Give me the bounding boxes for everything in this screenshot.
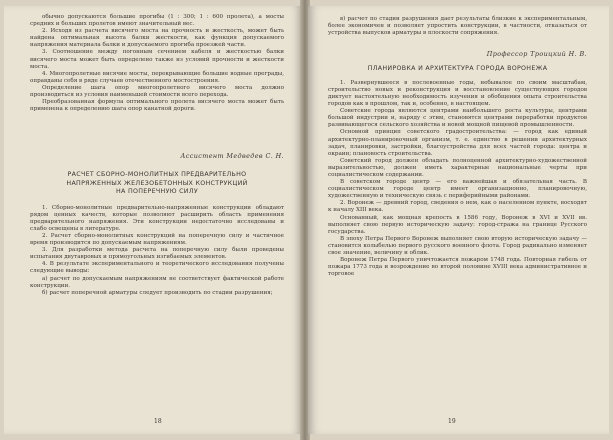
left-body-paragraph: 3. Для разработки метода расчета на поперечную силу были проведены испытания двутавровых и прямоугольных изгибаемых элементов. — [30, 247, 284, 261]
right-body-paragraph: В советском городе центр — его важнейшая и обязательная часть. В социалистическом городе центр имеет организационно, планировочную, художественную и техническую связь с периферийными районами. — [328, 179, 587, 200]
left-top-paragraph: обычно допускаются большие прогибы (1 : 300; 1 : 600 пролета), а мосты средних и больших пролетов имеют значительный вес. — [30, 14, 284, 28]
right-heading-line: ПЛАНИРОВКА И АРХИТЕКТУРА ГОРОДА ВОРОНЕЖА — [367, 65, 548, 73]
right-page-column — [328, 16, 587, 278]
right-body-paragraph: 2. Воронеж — древний город, сведения о нем, как о населенном пункте, восходят к началу XIII века. — [328, 200, 587, 214]
right-body-paragraph: В эпоху Петра Первого Воронеж выполняет свою вторую историческую задачу — становится колыбелью первого русского военного флота. Город радикально изменяет свое значение, величину и облик. — [328, 235, 587, 257]
left-heading-line: РАСЧЕТ СБОРНО-МОНОЛИТНЫХ ПРЕДВАРИТЕЛЬНО — [67, 171, 247, 179]
left-heading-line: НАПРЯЖЕННЫХ ЖЕЛЕЗОБЕТОННЫХ КОНСТРУКЦИЙ — [66, 179, 248, 187]
left-body-paragraph: а) расчет по допускаемым напряжениям не соответствует фактической работе конструкции. — [30, 275, 284, 289]
right-body-paragraph: Основной принцип советского градостроительства: — город как единый архитектурно-планировочный организм, т. е. единство в решении архитектурных задач, планировки, застройки, благоустройства для всех частей города: центра и окраин; плановость строительства. — [328, 129, 587, 157]
left-body-paragraph: 1. Сборно-монолитные предварительно-напряженные конструкции обладают рядом ценных качеств, которые позволяют расширить область применения предварительного напряжения. Эти конструкции недостаточно исследованы и слабо освещены в литературе. — [30, 204, 284, 232]
right-body-paragraph: Советский город должен обладать полноценной архитектурно-художественной выразительностью, должен иметь характерные национальные черты при социалистическом содержании. — [328, 157, 587, 178]
right-page-number: 19 — [448, 417, 456, 425]
left-top-paragraph: Определение шага опор многопролетного висячего моста должно производиться из условия наименьшей стоимости всего перехода. — [30, 84, 284, 99]
left-top-paragraph: 4. Многопролетные висячие мосты, перекрывающие большие водные преграды, оправданы себя в ряде случаев отечественного мостостроения. — [30, 70, 284, 84]
left-body-paragraph: б) расчет поперечной арматуры следует производить по стадии разрушения; — [42, 289, 273, 296]
left-top-paragraph: 3. Соотношение между погонным сечением кабеля и жесткостью балки висячего моста может быть определено также из условий прочности и жесткости моста. — [30, 49, 284, 70]
left-heading-line: НА ПОПЕРЕЧНУЮ СИЛУ — [116, 188, 198, 196]
left-page-column — [30, 14, 284, 297]
right-author: Профессор Троицкий Н. В. — [486, 50, 587, 59]
right-top-paragraph: в) расчет по стадии разрушения дает результаты близкие к экспериментальным, более экономичен и позволяет упростить конструкции, в частности, отказаться от устройства выпусков арматуры в плоскости сопряжения. — [328, 16, 587, 37]
left-page-number: 18 — [154, 417, 162, 425]
right-body-paragraph: Воронеж Петра Первого уничтожается пожаром 1748 года. Повторная гибель от пожара 1773 года и возрождение во второй половине XVIII века административное и торговое — [328, 257, 587, 278]
right-body-paragraph: Основанный, как мощная крепость в 1586 году, Воронеж в XVI и XVII вв. выполняет свою первую историческую задачу: город-стража на границе Русского государства. — [328, 214, 587, 235]
left-top-paragraph: Преобразованная формула оптимального пролета висячего моста может быть применена к определению шага опор канатной дороги. — [30, 99, 284, 113]
left-body-paragraph: 2. Расчет сборно-монолитных конструкций на поперечную силу и частичное время производится по допускаемым напряжениям. — [30, 233, 284, 247]
right-body-paragraph: 1. Развернувшееся в послевоенные годы, небывалое по своим масштабам, строительство новых и реконструкция и восстановление существующих городов диктует настоятельную необходимость изучения и обобщения опыта строительства городов как в прошлом, так и, особенно, в настоящем. — [328, 79, 587, 108]
left-page — [4, 6, 302, 434]
right-page — [308, 6, 609, 434]
right-body-paragraph: Советские города являются центрами наибольшего роста культуры, центрами большой индустрии и, наряду с этим, становятся центрами переработки продуктов развивающегося сельского хозяйства и новой мощной пищевой промышленности. — [328, 108, 587, 129]
left-body-paragraph: 4. В результате экспериментального и теоретического исследования получены следующие выводы: — [30, 261, 284, 275]
left-top-paragraph: 2. Исходя из расчета висячего моста на прочность и жесткость, может быть найдена оптимальная высота балки жесткости, как функция допускаемого напряжения материала балки и допускаемого прогиба проезжей части. — [30, 28, 284, 49]
left-author: Ассистент Медведев С. Н. — [180, 152, 284, 161]
